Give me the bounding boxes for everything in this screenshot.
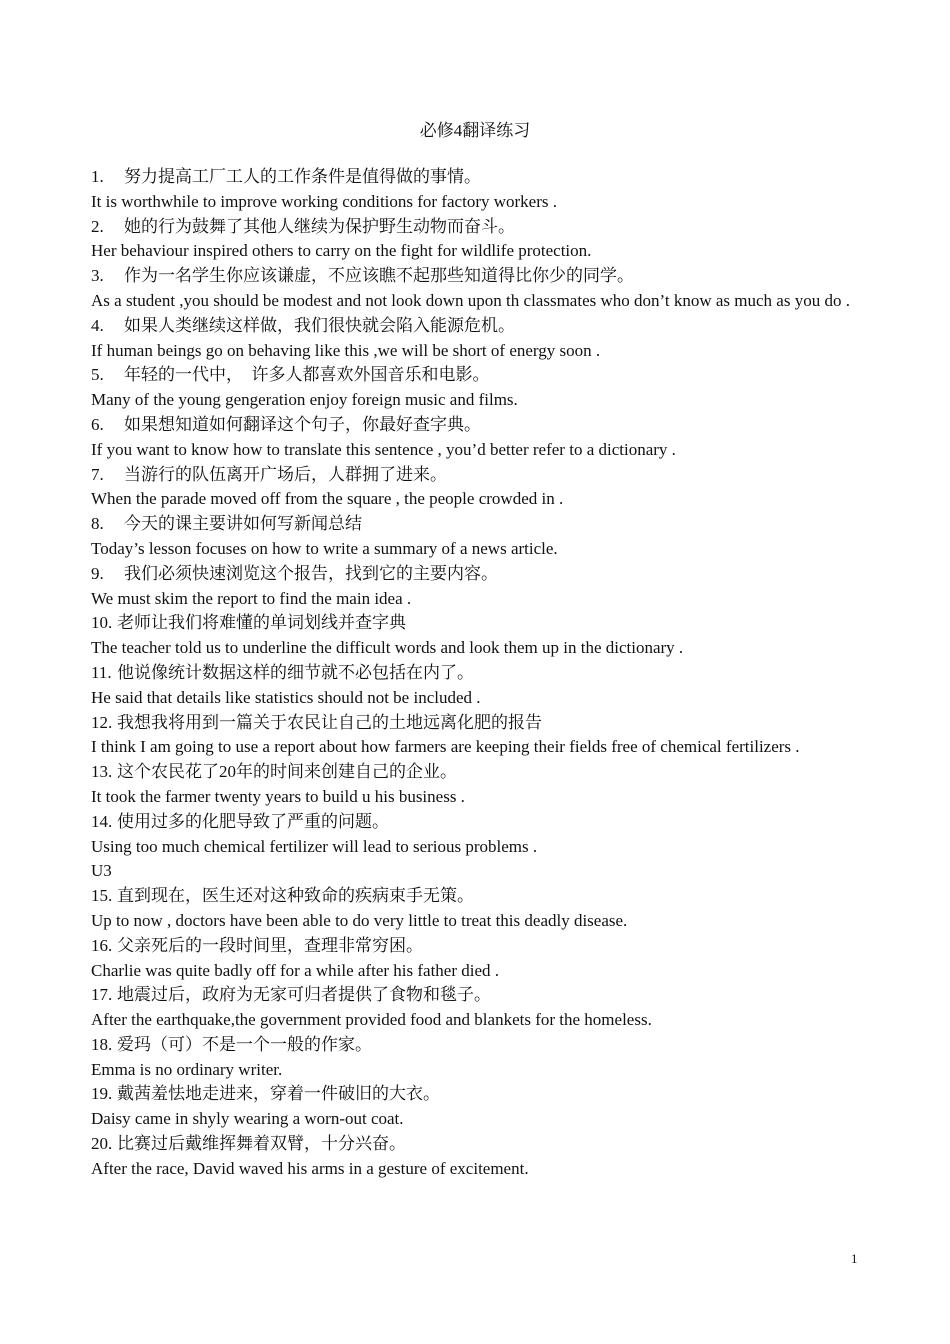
chinese-sentence xyxy=(91,512,859,537)
chinese-text: 如果想知道如何翻译这个句子，你最好查字典。 xyxy=(124,414,481,434)
english-translation: Using too much chemical fertilizer will lead to serious problems . xyxy=(91,836,538,856)
chinese-text: 老师让我们将难懂的单词划线并查字典 xyxy=(117,613,406,633)
chinese-text: 年轻的一代中， 许多人都喜欢外国音乐和电影。 xyxy=(124,365,490,385)
chinese-sentence xyxy=(91,165,859,190)
item-number: 12. xyxy=(91,712,113,732)
chinese-text: 使用过多的化肥导致了严重的问题。 xyxy=(117,811,389,831)
translation-list xyxy=(91,165,859,1182)
chinese-text: 今天的课主要讲如何写新闻总结 xyxy=(124,514,362,534)
chinese-text: 当游行的队伍离开广场后，人群拥了进来。 xyxy=(124,464,447,484)
item-number: 2. xyxy=(91,216,104,236)
chinese-sentence xyxy=(91,711,859,736)
english-translation: As a student ,you should be modest and not look down upon th classmates who don’t know as much as you do . xyxy=(91,290,850,310)
chinese-text: 这个农民花了20年的时间来创建自己的企业。 xyxy=(117,762,457,782)
chinese-sentence xyxy=(91,463,859,488)
page-title: 必修4翻译练习 xyxy=(419,121,531,140)
chinese-sentence xyxy=(91,1082,859,1107)
item-number: 6. xyxy=(91,414,104,434)
chinese-text: 爱玛（可）不是一个一般的作家。 xyxy=(117,1034,372,1054)
english-translation: Up to now , doctors have been able to do very little to treat this deadly disease. xyxy=(91,910,628,930)
english-translation: Her behaviour inspired others to carry on the fight for wildlife protection. xyxy=(91,241,592,261)
item-number: 15. xyxy=(91,886,113,906)
item-number: 9. xyxy=(91,563,104,583)
chinese-sentence xyxy=(91,1132,859,1157)
item-number: 7. xyxy=(91,464,104,484)
english-translation: Many of the young gengeration enjoy foreign music and films. xyxy=(91,390,518,410)
exercise-group-1 xyxy=(91,165,859,859)
chinese-sentence xyxy=(91,413,859,438)
english-translation: Daisy came in shyly wearing a worn-out coat. xyxy=(91,1109,404,1129)
item-number: 14. xyxy=(91,811,113,831)
english-translation: If you want to know how to translate this sentence , you’d better refer to a dictionary . xyxy=(91,439,676,459)
item-number: 13. xyxy=(91,762,113,782)
chinese-text: 父亲死后的一段时间里，查理非常穷困。 xyxy=(117,935,423,955)
exercise-group-2 xyxy=(91,884,859,1182)
english-translation: He said that details like statistics should not be included . xyxy=(91,687,481,707)
english-translation: We must skim the report to find the main idea . xyxy=(91,588,412,608)
chinese-sentence xyxy=(91,314,859,339)
item-number: 17. xyxy=(91,985,113,1005)
chinese-text: 比赛过后戴维挥舞着双臂，十分兴奋。 xyxy=(117,1134,406,1154)
chinese-text: 地震过后，政府为无家可归者提供了食物和毯子。 xyxy=(117,985,491,1005)
chinese-text: 我们必须快速浏览这个报告，找到它的主要内容。 xyxy=(124,563,498,583)
chinese-sentence xyxy=(91,983,859,1008)
item-number: 11. xyxy=(91,662,112,682)
english-translation: If human beings go on behaving like this ,we will be short of energy soon . xyxy=(91,340,601,360)
item-number: 8. xyxy=(91,514,104,534)
chinese-sentence xyxy=(91,810,859,835)
english-translation: It took the farmer twenty years to build u his business . xyxy=(91,786,465,806)
chinese-sentence xyxy=(91,611,859,636)
chinese-sentence xyxy=(91,562,859,587)
section-label: U3 xyxy=(91,861,112,881)
item-number: 5. xyxy=(91,365,104,385)
chinese-text: 作为一名学生你应该谦虚，不应该瞧不起那些知道得比你少的同学。 xyxy=(124,266,634,286)
chinese-sentence xyxy=(91,1033,859,1058)
chinese-sentence xyxy=(91,363,859,388)
item-number: 1. xyxy=(91,167,104,186)
item-number: 4. xyxy=(91,315,104,335)
page-number: 1 xyxy=(851,1251,858,1266)
item-number: 16. xyxy=(91,935,113,955)
english-translation: When the parade moved off from the square , the people crowded in . xyxy=(91,489,564,509)
chinese-sentence xyxy=(91,661,859,686)
english-translation: Emma is no ordinary writer. xyxy=(91,1059,283,1079)
english-translation: After the earthquake,the government provided food and blankets for the homeless. xyxy=(91,1010,652,1030)
chinese-sentence xyxy=(91,934,859,959)
english-translation: Charlie was quite badly off for a while after his father died . xyxy=(91,960,500,980)
chinese-text: 她的行为鼓舞了其他人继续为保护野生动物而奋斗。 xyxy=(124,216,515,236)
english-translation: After the race, David waved his arms in a gesture of excitement. xyxy=(91,1158,529,1178)
chinese-text: 他说像统计数据这样的细节就不必包括在内了。 xyxy=(117,662,474,682)
item-number: 18. xyxy=(91,1034,113,1054)
item-number: 19. xyxy=(91,1084,113,1104)
english-translation: Today’s lesson focuses on how to write a summary of a news article. xyxy=(91,538,558,558)
chinese-text: 努力提高工厂工人的工作条件是值得做的事情。 xyxy=(124,167,481,186)
english-translation: I think I am going to use a report about how farmers are keeping their fields free of chemical fertilizers . xyxy=(91,737,800,757)
english-translation: The teacher told us to underline the difficult words and look them up in the dictionary . xyxy=(91,638,684,658)
chinese-text: 戴茜羞怯地走进来，穿着一件破旧的大衣。 xyxy=(117,1084,440,1104)
item-number: 10. xyxy=(91,613,113,633)
item-number: 20. xyxy=(91,1134,113,1154)
chinese-sentence xyxy=(91,884,859,909)
chinese-text: 如果人类继续这样做，我们很快就会陷入能源危机。 xyxy=(124,315,515,335)
chinese-sentence xyxy=(91,264,859,289)
chinese-sentence xyxy=(91,760,859,785)
english-translation: It is worthwhile to improve working conditions for factory workers . xyxy=(91,191,557,211)
chinese-sentence xyxy=(91,215,859,240)
chinese-text: 直到现在，医生还对这种致命的疾病束手无策。 xyxy=(117,886,474,906)
item-number: 3. xyxy=(91,266,104,286)
chinese-text: 我想我将用到一篇关于农民让自己的土地远离化肥的报告 xyxy=(117,712,542,732)
